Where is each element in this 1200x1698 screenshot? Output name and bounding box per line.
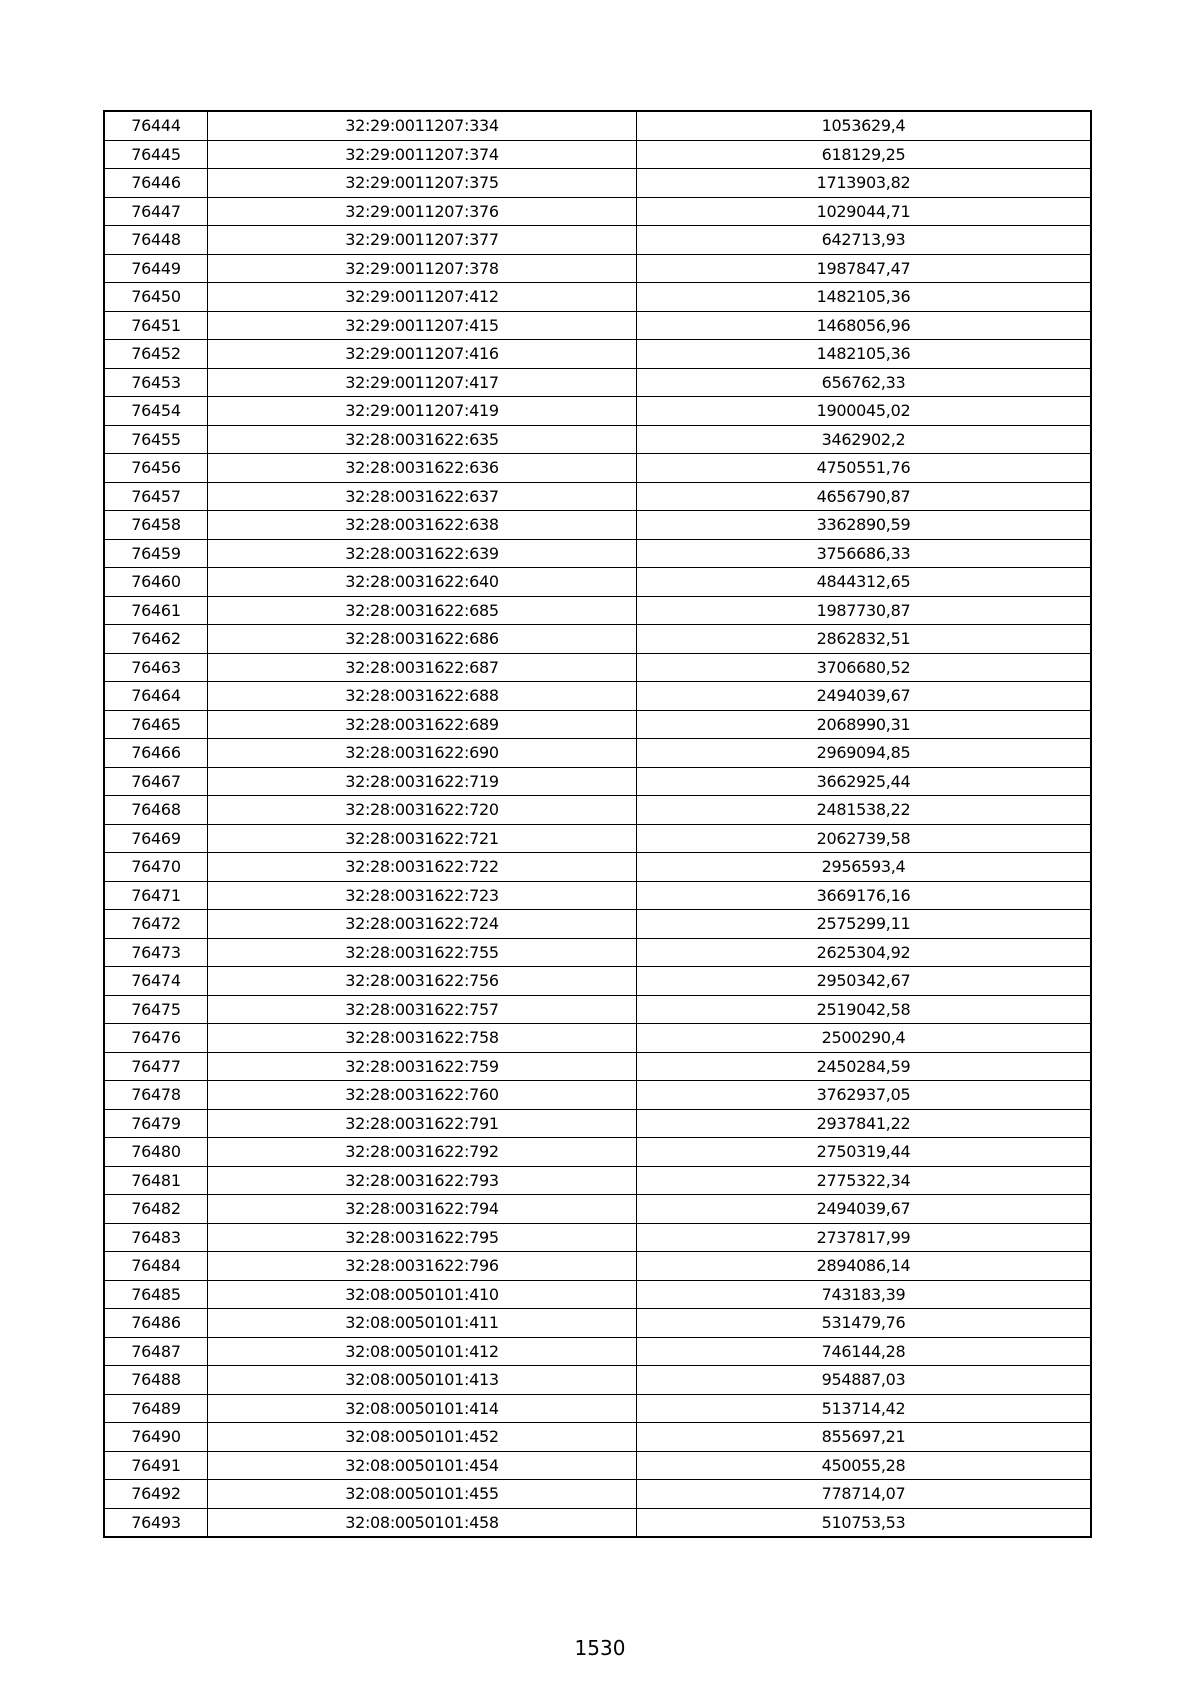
row-number-cell: 76466 [104, 739, 208, 768]
row-number-cell: 76460 [104, 568, 208, 597]
row-number-cell: 76471 [104, 881, 208, 910]
cadastral-value-cell: 3706680,52 [637, 653, 1092, 682]
row-number-cell: 76478 [104, 1081, 208, 1110]
table-row [104, 1223, 1091, 1252]
row-number-cell: 76465 [104, 710, 208, 739]
cadastral-value-cell: 778714,07 [637, 1480, 1092, 1509]
table-row [104, 1451, 1091, 1480]
cadastral-number-cell: 32:08:0050101:413 [208, 1366, 637, 1395]
cadastral-value-cell: 3462902,2 [637, 425, 1092, 454]
row-number-cell: 76487 [104, 1337, 208, 1366]
row-number-cell: 76468 [104, 796, 208, 825]
cadastral-number-cell: 32:29:0011207:419 [208, 397, 637, 426]
cadastral-number-cell: 32:28:0031622:724 [208, 910, 637, 939]
table-row [104, 140, 1091, 169]
table-row [104, 454, 1091, 483]
cadastral-number-cell: 32:28:0031622:640 [208, 568, 637, 597]
cadastral-number-cell: 32:28:0031622:758 [208, 1024, 637, 1053]
table-row [104, 1423, 1091, 1452]
cadastral-value-cell: 1468056,96 [637, 311, 1092, 340]
table-row [104, 853, 1091, 882]
table-row [104, 596, 1091, 625]
cadastral-number-cell: 32:08:0050101:412 [208, 1337, 637, 1366]
row-number-cell: 76481 [104, 1166, 208, 1195]
cadastral-value-cell: 2062739,58 [637, 824, 1092, 853]
table-row [104, 767, 1091, 796]
cadastral-number-cell: 32:28:0031622:795 [208, 1223, 637, 1252]
cadastral-value-cell: 2969094,85 [637, 739, 1092, 768]
row-number-cell: 76493 [104, 1508, 208, 1537]
cadastral-value-cell: 1987730,87 [637, 596, 1092, 625]
cadastral-number-cell: 32:28:0031622:689 [208, 710, 637, 739]
table-row [104, 1138, 1091, 1167]
cadastral-value-cell: 3762937,05 [637, 1081, 1092, 1110]
table-row [104, 368, 1091, 397]
cadastral-value-cell: 2500290,4 [637, 1024, 1092, 1053]
cadastral-value-cell: 4656790,87 [637, 482, 1092, 511]
table-row [104, 1024, 1091, 1053]
cadastral-value-cell: 450055,28 [637, 1451, 1092, 1480]
row-number-cell: 76484 [104, 1252, 208, 1281]
row-number-cell: 76483 [104, 1223, 208, 1252]
cadastral-number-cell: 32:28:0031622:722 [208, 853, 637, 882]
table-row [104, 967, 1091, 996]
cadastral-number-cell: 32:28:0031622:757 [208, 995, 637, 1024]
row-number-cell: 76461 [104, 596, 208, 625]
page-number: 1530 [574, 1636, 626, 1660]
cadastral-number-cell: 32:08:0050101:411 [208, 1309, 637, 1338]
cadastral-value-cell: 2894086,14 [637, 1252, 1092, 1281]
row-number-cell: 76446 [104, 169, 208, 198]
cadastral-number-cell: 32:29:0011207:412 [208, 283, 637, 312]
row-number-cell: 76444 [104, 111, 208, 140]
table-row [104, 482, 1091, 511]
row-number-cell: 76480 [104, 1138, 208, 1167]
cadastral-value-cell: 2937841,22 [637, 1109, 1092, 1138]
cadastral-value-cell: 2625304,92 [637, 938, 1092, 967]
cadastral-value-cell: 2519042,58 [637, 995, 1092, 1024]
table-row [104, 682, 1091, 711]
cadastral-value-cell: 2950342,67 [637, 967, 1092, 996]
row-number-cell: 76445 [104, 140, 208, 169]
cadastral-number-cell: 32:29:0011207:416 [208, 340, 637, 369]
cadastral-value-cell: 2068990,31 [637, 710, 1092, 739]
table-row [104, 995, 1091, 1024]
cadastral-value-cell: 2737817,99 [637, 1223, 1092, 1252]
table-row [104, 1337, 1091, 1366]
cadastral-value-cell: 531479,76 [637, 1309, 1092, 1338]
cadastral-value-cell: 2750319,44 [637, 1138, 1092, 1167]
cadastral-number-cell: 32:28:0031622:759 [208, 1052, 637, 1081]
cadastral-number-cell: 32:28:0031622:721 [208, 824, 637, 853]
cadastral-number-cell: 32:28:0031622:792 [208, 1138, 637, 1167]
table-row [104, 653, 1091, 682]
table-row [104, 425, 1091, 454]
cadastral-number-cell: 32:29:0011207:375 [208, 169, 637, 198]
row-number-cell: 76449 [104, 254, 208, 283]
table-row [104, 1394, 1091, 1423]
row-number-cell: 76467 [104, 767, 208, 796]
cadastral-number-cell: 32:28:0031622:720 [208, 796, 637, 825]
cadastral-value-cell: 3669176,16 [637, 881, 1092, 910]
cadastral-number-cell: 32:28:0031622:756 [208, 967, 637, 996]
row-number-cell: 76490 [104, 1423, 208, 1452]
row-number-cell: 76458 [104, 511, 208, 540]
row-number-cell: 76482 [104, 1195, 208, 1224]
cadastral-value-cell: 2450284,59 [637, 1052, 1092, 1081]
row-number-cell: 76451 [104, 311, 208, 340]
cadastral-number-cell: 32:28:0031622:636 [208, 454, 637, 483]
cadastral-value-cell: 1713903,82 [637, 169, 1092, 198]
table-row [104, 881, 1091, 910]
table-row [104, 397, 1091, 426]
cadastral-value-cell: 4844312,65 [637, 568, 1092, 597]
table-row [104, 1366, 1091, 1395]
cadastral-number-cell: 32:28:0031622:688 [208, 682, 637, 711]
table-row [104, 197, 1091, 226]
row-number-cell: 76479 [104, 1109, 208, 1138]
row-number-cell: 76485 [104, 1280, 208, 1309]
row-number-cell: 76470 [104, 853, 208, 882]
cadastral-number-cell: 32:29:0011207:378 [208, 254, 637, 283]
cadastral-number-cell: 32:29:0011207:377 [208, 226, 637, 255]
table-row [104, 1508, 1091, 1537]
cadastral-number-cell: 32:28:0031622:687 [208, 653, 637, 682]
table-row [104, 1480, 1091, 1509]
row-number-cell: 76448 [104, 226, 208, 255]
cadastral-value-cell: 2775322,34 [637, 1166, 1092, 1195]
table-row [104, 511, 1091, 540]
table-body [104, 111, 1091, 1537]
cadastral-number-cell: 32:28:0031622:723 [208, 881, 637, 910]
table-row [104, 1309, 1091, 1338]
row-number-cell: 76450 [104, 283, 208, 312]
row-number-cell: 76486 [104, 1309, 208, 1338]
row-number-cell: 76488 [104, 1366, 208, 1395]
cadastral-value-cell: 3662925,44 [637, 767, 1092, 796]
table-row [104, 1109, 1091, 1138]
row-number-cell: 76452 [104, 340, 208, 369]
row-number-cell: 76477 [104, 1052, 208, 1081]
cadastral-number-cell: 32:28:0031622:686 [208, 625, 637, 654]
cadastral-number-cell: 32:08:0050101:410 [208, 1280, 637, 1309]
cadastral-number-cell: 32:28:0031622:685 [208, 596, 637, 625]
row-number-cell: 76455 [104, 425, 208, 454]
table-row [104, 910, 1091, 939]
table-row [104, 226, 1091, 255]
row-number-cell: 76462 [104, 625, 208, 654]
cadastral-number-cell: 32:28:0031622:796 [208, 1252, 637, 1281]
row-number-cell: 76473 [104, 938, 208, 967]
table-row [104, 625, 1091, 654]
row-number-cell: 76453 [104, 368, 208, 397]
table-row [104, 710, 1091, 739]
cadastral-number-cell: 32:28:0031622:719 [208, 767, 637, 796]
row-number-cell: 76489 [104, 1394, 208, 1423]
table-row [104, 1166, 1091, 1195]
cadastral-number-cell: 32:28:0031622:635 [208, 425, 637, 454]
cadastral-number-cell: 32:28:0031622:794 [208, 1195, 637, 1224]
cadastral-number-cell: 32:08:0050101:452 [208, 1423, 637, 1452]
row-number-cell: 76456 [104, 454, 208, 483]
row-number-cell: 76491 [104, 1451, 208, 1480]
table-row [104, 938, 1091, 967]
cadastral-value-cell: 3756686,33 [637, 539, 1092, 568]
table-row [104, 568, 1091, 597]
cadastral-value-cell: 4750551,76 [637, 454, 1092, 483]
cadastral-value-cell: 1482105,36 [637, 283, 1092, 312]
cadastral-value-cell: 642713,93 [637, 226, 1092, 255]
table-row [104, 111, 1091, 140]
cadastral-number-cell: 32:28:0031622:638 [208, 511, 637, 540]
cadastral-value-cell: 2494039,67 [637, 682, 1092, 711]
cadastral-value-cell: 513714,42 [637, 1394, 1092, 1423]
cadastral-value-cell: 1900045,02 [637, 397, 1092, 426]
row-number-cell: 76454 [104, 397, 208, 426]
cadastral-value-cell: 954887,03 [637, 1366, 1092, 1395]
row-number-cell: 76469 [104, 824, 208, 853]
row-number-cell: 76463 [104, 653, 208, 682]
row-number-cell: 76492 [104, 1480, 208, 1509]
cadastral-value-cell: 2862832,51 [637, 625, 1092, 654]
cadastral-value-cell: 1987847,47 [637, 254, 1092, 283]
cadastral-number-cell: 32:29:0011207:374 [208, 140, 637, 169]
table-row [104, 1195, 1091, 1224]
row-number-cell: 76472 [104, 910, 208, 939]
cadastral-value-cell: 743183,39 [637, 1280, 1092, 1309]
table-row [104, 539, 1091, 568]
row-number-cell: 76459 [104, 539, 208, 568]
cadastral-value-cell: 2494039,67 [637, 1195, 1092, 1224]
cadastral-value-cell: 855697,21 [637, 1423, 1092, 1452]
table-row [104, 796, 1091, 825]
cadastral-number-cell: 32:08:0050101:454 [208, 1451, 637, 1480]
cadastral-value-cell: 618129,25 [637, 140, 1092, 169]
cadastral-number-cell: 32:29:0011207:417 [208, 368, 637, 397]
row-number-cell: 76447 [104, 197, 208, 226]
cadastral-value-cell: 510753,53 [637, 1508, 1092, 1537]
row-number-cell: 76476 [104, 1024, 208, 1053]
cadastral-value-table [103, 110, 1092, 1538]
table-row [104, 311, 1091, 340]
cadastral-value-cell: 746144,28 [637, 1337, 1092, 1366]
cadastral-value-cell: 656762,33 [637, 368, 1092, 397]
table-row [104, 1280, 1091, 1309]
row-number-cell: 76474 [104, 967, 208, 996]
row-number-cell: 76464 [104, 682, 208, 711]
cadastral-number-cell: 32:08:0050101:414 [208, 1394, 637, 1423]
cadastral-number-cell: 32:28:0031622:755 [208, 938, 637, 967]
row-number-cell: 76475 [104, 995, 208, 1024]
table-row [104, 1081, 1091, 1110]
cadastral-number-cell: 32:29:0011207:334 [208, 111, 637, 140]
cadastral-number-cell: 32:28:0031622:690 [208, 739, 637, 768]
cadastral-number-cell: 32:28:0031622:639 [208, 539, 637, 568]
table-row [104, 824, 1091, 853]
cadastral-value-cell: 2575299,11 [637, 910, 1092, 939]
cadastral-value-cell: 1482105,36 [637, 340, 1092, 369]
cadastral-number-cell: 32:28:0031622:760 [208, 1081, 637, 1110]
cadastral-value-cell: 1029044,71 [637, 197, 1092, 226]
table-row [104, 169, 1091, 198]
cadastral-value-cell: 2481538,22 [637, 796, 1092, 825]
cadastral-number-cell: 32:28:0031622:791 [208, 1109, 637, 1138]
cadastral-number-cell: 32:29:0011207:376 [208, 197, 637, 226]
cadastral-number-cell: 32:28:0031622:637 [208, 482, 637, 511]
table-row [104, 1052, 1091, 1081]
cadastral-number-cell: 32:08:0050101:458 [208, 1508, 637, 1537]
table-row [104, 1252, 1091, 1281]
cadastral-value-cell: 2956593,4 [637, 853, 1092, 882]
table-row [104, 254, 1091, 283]
cadastral-number-cell: 32:29:0011207:415 [208, 311, 637, 340]
table-row [104, 739, 1091, 768]
cadastral-value-cell: 1053629,4 [637, 111, 1092, 140]
cadastral-number-cell: 32:08:0050101:455 [208, 1480, 637, 1509]
table-row [104, 283, 1091, 312]
cadastral-number-cell: 32:28:0031622:793 [208, 1166, 637, 1195]
row-number-cell: 76457 [104, 482, 208, 511]
table-row [104, 340, 1091, 369]
cadastral-value-cell: 3362890,59 [637, 511, 1092, 540]
